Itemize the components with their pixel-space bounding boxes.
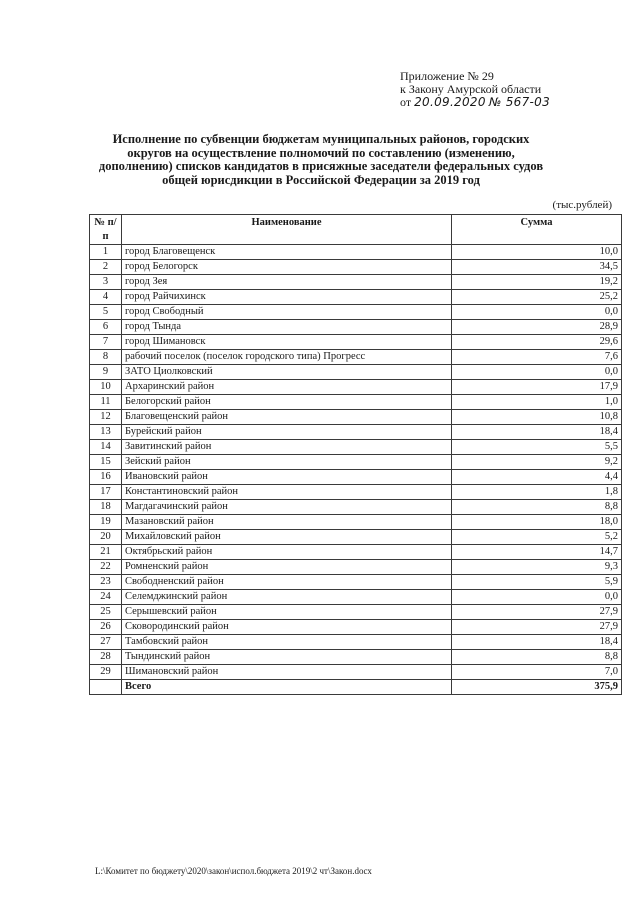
table-row <box>90 650 622 665</box>
row-num: 7 <box>90 335 122 350</box>
row-sum: 9,3 <box>452 560 622 575</box>
row-name: Тамбовский район <box>122 635 452 650</box>
row-num: 9 <box>90 365 122 380</box>
row-sum: 27,9 <box>452 620 622 635</box>
row-name: Серышевский район <box>122 605 452 620</box>
table-row <box>90 515 622 530</box>
header-num: № п/п <box>90 215 122 245</box>
row-num: 19 <box>90 515 122 530</box>
header-name: Наименование <box>122 215 452 245</box>
table-total-row <box>90 680 622 695</box>
appendix-number: Приложение № 29 <box>400 69 494 83</box>
row-name: Бурейский район <box>122 425 452 440</box>
row-num: 13 <box>90 425 122 440</box>
table-row <box>90 455 622 470</box>
row-name: Мазановский район <box>122 515 452 530</box>
table-row <box>90 410 622 425</box>
row-name: Архаринский район <box>122 380 452 395</box>
table-row <box>90 320 622 335</box>
row-name: город Зея <box>122 275 452 290</box>
row-num: 25 <box>90 605 122 620</box>
row-sum: 10,0 <box>452 245 622 260</box>
row-name: Сковородинский район <box>122 620 452 635</box>
total-sum: 375,9 <box>452 680 622 695</box>
row-name: Константиновский район <box>122 485 452 500</box>
row-name: город Райчихинск <box>122 290 452 305</box>
row-num: 26 <box>90 620 122 635</box>
row-sum: 18,0 <box>452 515 622 530</box>
row-name: город Белогорск <box>122 260 452 275</box>
row-sum: 4,4 <box>452 470 622 485</box>
row-name: город Благовещенск <box>122 245 452 260</box>
row-sum: 14,7 <box>452 545 622 560</box>
row-sum: 9,2 <box>452 455 622 470</box>
appendix-date: 20.09.2020 <box>414 95 486 109</box>
budget-table <box>89 214 622 695</box>
document-title: Исполнение по субвенции бюджетам муниципальных районов, городских округов на осуществление полномочий по составлению (изменению, дополнению) списков кандидатов в присяжные заседатели федеральных судов общей юрисдикции в Российской Федерации за 2019 год <box>98 132 544 187</box>
table-row <box>90 470 622 485</box>
row-sum: 1,0 <box>452 395 622 410</box>
row-sum: 8,8 <box>452 500 622 515</box>
row-name: Октябрьский район <box>122 545 452 560</box>
row-num: 21 <box>90 545 122 560</box>
row-name: Ромненский район <box>122 560 452 575</box>
row-sum: 0,0 <box>452 590 622 605</box>
row-name: Селемджинский район <box>122 590 452 605</box>
row-sum: 7,0 <box>452 665 622 680</box>
units-note: (тыс.рублей) <box>552 199 612 211</box>
row-sum: 5,9 <box>452 575 622 590</box>
table-row <box>90 545 622 560</box>
appendix-law-number: № 567-03 <box>488 95 551 109</box>
row-sum: 5,5 <box>452 440 622 455</box>
row-name: Зейский район <box>122 455 452 470</box>
row-sum: 17,9 <box>452 380 622 395</box>
total-label: Всего <box>122 680 452 695</box>
row-name: Ивановский район <box>122 470 452 485</box>
header-sum: Сумма <box>452 215 622 245</box>
appendix-header <box>400 70 620 109</box>
row-num: 28 <box>90 650 122 665</box>
row-num: 3 <box>90 275 122 290</box>
row-sum: 0,0 <box>452 305 622 320</box>
row-num: 29 <box>90 665 122 680</box>
row-sum: 28,9 <box>452 320 622 335</box>
row-num: 8 <box>90 350 122 365</box>
row-sum: 1,8 <box>452 485 622 500</box>
table-row <box>90 530 622 545</box>
table-row <box>90 290 622 305</box>
row-sum: 19,2 <box>452 275 622 290</box>
row-name: рабочий поселок (поселок городского типа) Прогресс <box>122 350 452 365</box>
row-sum: 5,2 <box>452 530 622 545</box>
row-sum: 0,0 <box>452 365 622 380</box>
table-row <box>90 500 622 515</box>
row-sum: 18,4 <box>452 635 622 650</box>
row-name: Свободненский район <box>122 575 452 590</box>
table-row <box>90 275 622 290</box>
row-num: 6 <box>90 320 122 335</box>
table-row <box>90 560 622 575</box>
row-num: 16 <box>90 470 122 485</box>
row-num: 24 <box>90 590 122 605</box>
row-num: 5 <box>90 305 122 320</box>
table-row <box>90 335 622 350</box>
row-sum: 29,6 <box>452 335 622 350</box>
row-sum: 27,9 <box>452 605 622 620</box>
table-row <box>90 395 622 410</box>
table-row <box>90 590 622 605</box>
row-sum: 7,6 <box>452 350 622 365</box>
row-num: 11 <box>90 395 122 410</box>
row-num: 20 <box>90 530 122 545</box>
table-row <box>90 635 622 650</box>
row-name: Завитинский район <box>122 440 452 455</box>
row-num: 27 <box>90 635 122 650</box>
row-name: Благовещенский район <box>122 410 452 425</box>
row-name: Магдагачинский район <box>122 500 452 515</box>
row-num: 14 <box>90 440 122 455</box>
row-name: город Свободный <box>122 305 452 320</box>
row-num: 15 <box>90 455 122 470</box>
row-num: 1 <box>90 245 122 260</box>
row-num: 17 <box>90 485 122 500</box>
row-num: 4 <box>90 290 122 305</box>
table-header-row <box>90 215 622 245</box>
table-row <box>90 365 622 380</box>
table-row <box>90 620 622 635</box>
file-path-footer: L:\Комитет по бюджету\2020\закон\испол.бюджета 2019\2 чт\Закон.docx <box>95 866 372 876</box>
row-name: город Шимановск <box>122 335 452 350</box>
table-row <box>90 305 622 320</box>
row-num: 2 <box>90 260 122 275</box>
row-num: 23 <box>90 575 122 590</box>
row-num: 10 <box>90 380 122 395</box>
table-row <box>90 425 622 440</box>
table-row <box>90 665 622 680</box>
row-sum: 18,4 <box>452 425 622 440</box>
table-row <box>90 350 622 365</box>
row-num: 22 <box>90 560 122 575</box>
row-name: Михайловский район <box>122 530 452 545</box>
table-row <box>90 440 622 455</box>
row-sum: 8,8 <box>452 650 622 665</box>
row-name: город Тында <box>122 320 452 335</box>
table-row <box>90 380 622 395</box>
table-row <box>90 260 622 275</box>
row-sum: 25,2 <box>452 290 622 305</box>
row-sum: 10,8 <box>452 410 622 425</box>
appendix-law-reference: к Закону Амурской области <box>400 82 542 96</box>
row-num: 12 <box>90 410 122 425</box>
row-name: Тындинский район <box>122 650 452 665</box>
table-row <box>90 245 622 260</box>
row-num: 18 <box>90 500 122 515</box>
row-name: Шимановский район <box>122 665 452 680</box>
table-row <box>90 485 622 500</box>
row-name: Белогорский район <box>122 395 452 410</box>
table-row <box>90 575 622 590</box>
row-sum: 34,5 <box>452 260 622 275</box>
table-row <box>90 605 622 620</box>
row-name: ЗАТО Циолковский <box>122 365 452 380</box>
appendix-date-line: от 20.09.2020 № 567-03 <box>400 95 551 109</box>
